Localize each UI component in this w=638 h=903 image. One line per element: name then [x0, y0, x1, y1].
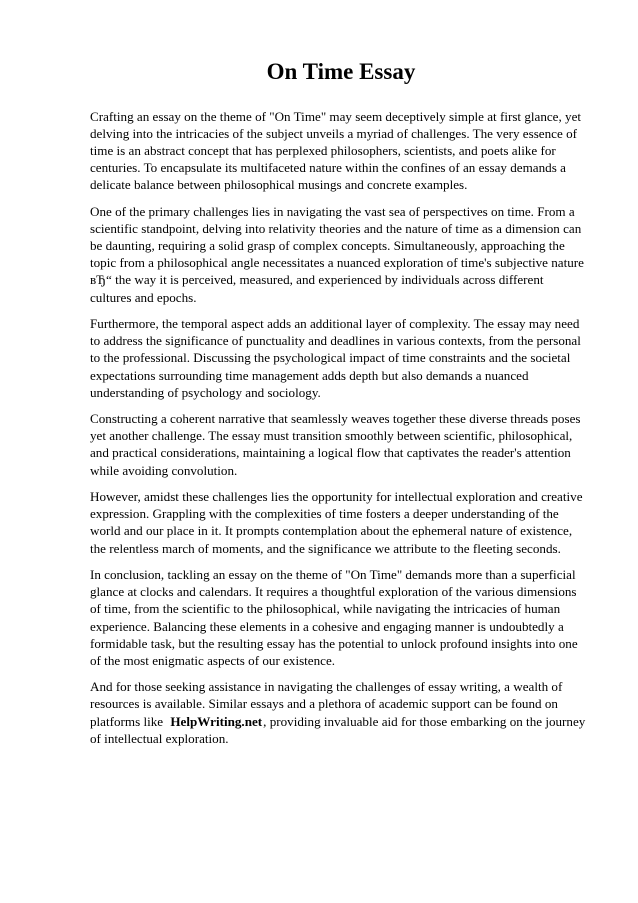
paragraph-6: In conclusion, tackling an essay on the theme of "On Time" demands more than a superficial glance at clocks and calendars. It requires a thoughtful exploration of the various dimensions of time, from the scientific to the philosophical, while navigating the intricacies of human experience. Balancing these elements in a cohesive and engaging manner is undoubtedly a formidable task, but the resulting essay has the potential to unlock profound insights into one of the most enigmatic aspects of our existence.	[90, 567, 578, 668]
document-title: On Time Essay	[266, 59, 416, 84]
closing-paragraph	[90, 678, 588, 746]
closing-text-after-link: , providing invaluable aid for those embarking on the journey of intellectual exploration.	[90, 713, 586, 746]
closing-text-before-link: And for those seeking assistance in navigating the challenges of essay writing, a wealth of resources is available. Similar essays and a plethora of academic support can be found on platforms like	[90, 679, 563, 729]
paragraph-1: Crafting an essay on the theme of "On Time" may seem deceptively simple at first glance, yet delving into the intricacies of the subject unveils a myriad of challenges. The very essence of time is an abstract concept that has perplexed philosophers, scientists, and poets alike for centuries. To encapsulate its multifaceted nature within the confines of an essay demands a delicate balance between philosophical musings and concrete examples.	[90, 109, 582, 193]
paragraph-5: However, amidst these challenges lies the opportunity for intellectual exploration and creative expression. Grappling with the complexities of time fosters a deeper understanding of the world and our place in it. It prompts contemplation about the ephemeral nature of existence, the relentless march of moments, and the significance we attribute to the fleeting seconds.	[90, 489, 583, 556]
paragraph-2: One of the primary challenges lies in navigating the vast sea of perspectives on time. From a scientific standpoint, delving into relativity theories and the nature of time as a dimension can be daunting, requiring a solid grasp of complex concepts. Simultaneously, approaching the topic from a philosophical angle necessitates a nuanced exploration of time's subjective nature вЂ“ the way it is perceived, measured, and experienced by individuals across different cultures and epochs.	[90, 204, 584, 305]
paragraph-3: Furthermore, the temporal aspect adds an additional layer of complexity. The essay may need to address the significance of punctuality and deadlines in various contexts, from the personal to the professional. Discussing the psychological impact of time constraints and the societal expectations surrounding time management adds depth but also demands a nuanced understanding of psychology and sociology.	[90, 316, 581, 400]
helpwriting-link[interactable]: HelpWriting.net	[170, 713, 263, 729]
paragraph-4: Constructing a coherent narrative that seamlessly weaves together these diverse threads poses yet another challenge. The essay must transition smoothly between scientific, philosophical, and practical considerations, maintaining a logical flow that captivates the reader's attention while avoiding convolution.	[90, 411, 581, 478]
